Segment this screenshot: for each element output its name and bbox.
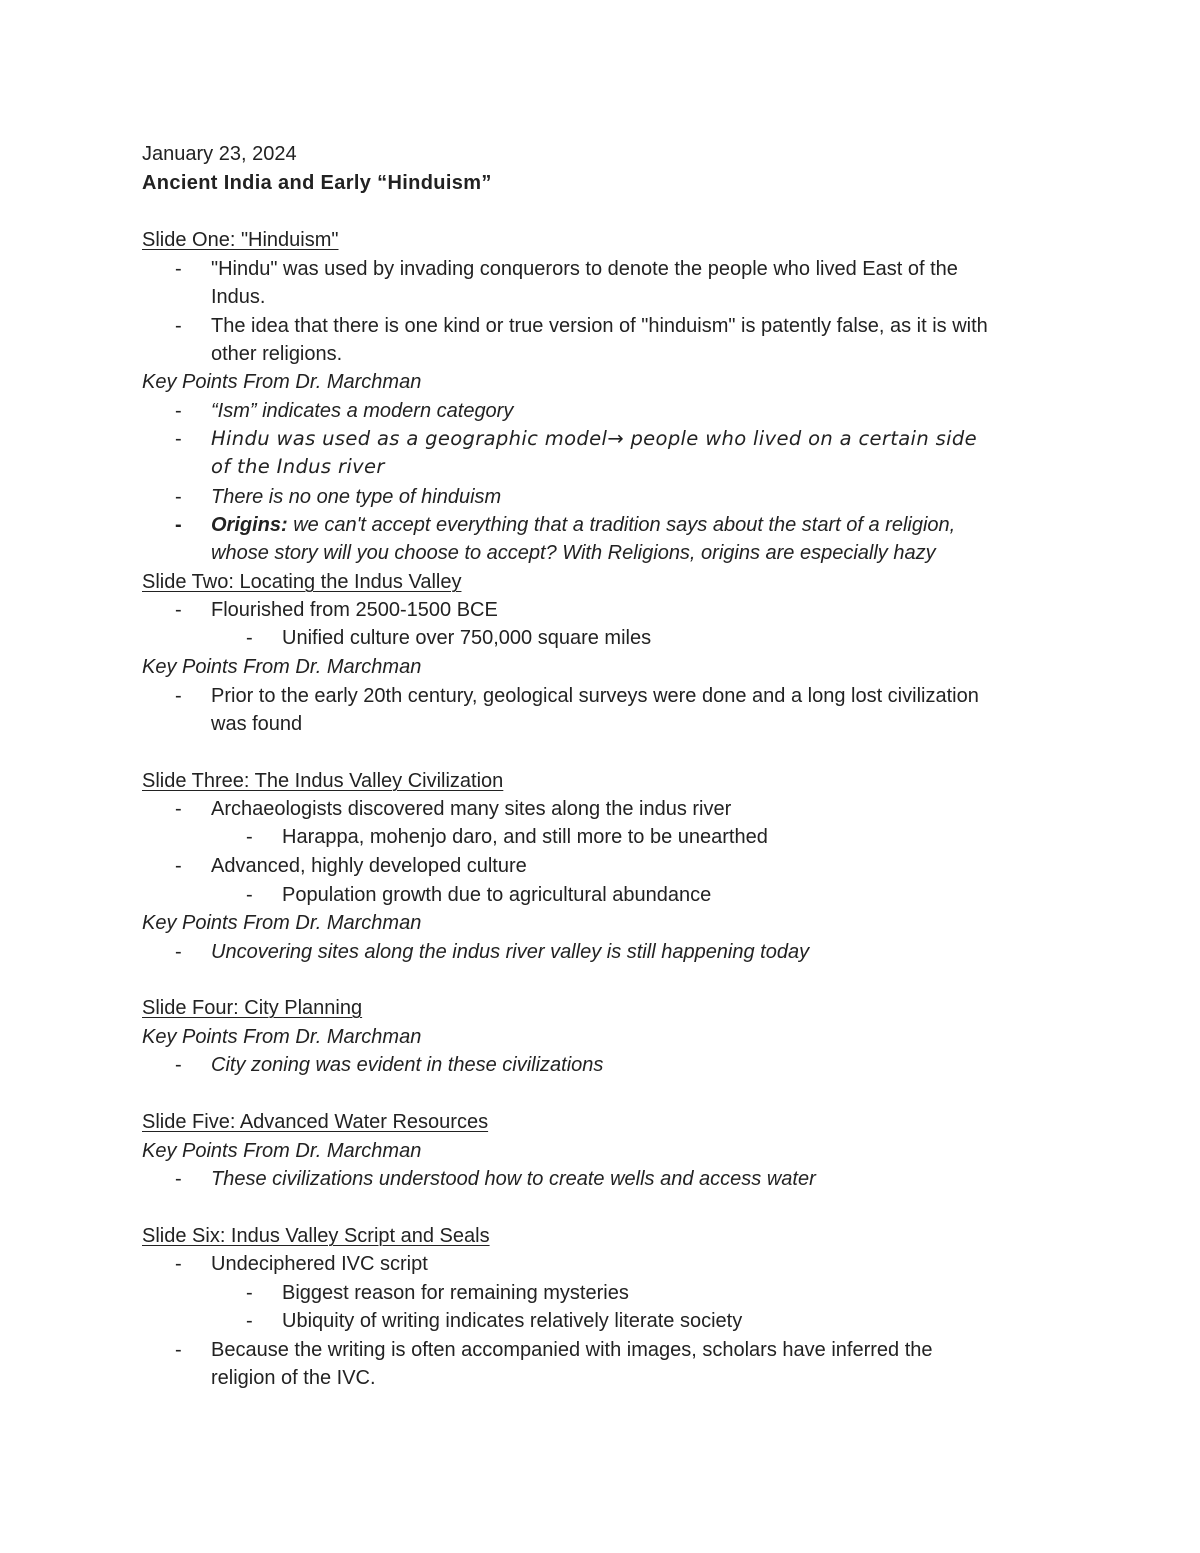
slide-six-bullet-2-line-2: religion of the IVC. [211, 1367, 376, 1389]
bullet-dash: - [246, 826, 253, 848]
slide-one-key-point-4-line-1 [211, 511, 955, 539]
slide-four-key-point-1: City zoning was evident in these civilizations [211, 1054, 604, 1076]
bullet-dash: - [175, 258, 182, 280]
slide-three-sub-bullet-1: Harappa, mohenjo daro, and still more to be unearthed [282, 826, 768, 848]
origins-text: we can't accept everything that a tradition says about the start of a religion, [287, 514, 956, 536]
bullet-dash: - [175, 599, 182, 621]
slide-two-key-point-1-line-2: was found [211, 713, 303, 735]
slide-two-key-point-1-line-1: Prior to the early 20th century, geological surveys were done and a long lost civilization [211, 685, 979, 707]
slide-one-key-point-2-line-1: Hindu was used as a geographic model→ people who lived on a certain side [211, 427, 977, 450]
slide-two-heading: Slide Two: Locating the Indus Valley [142, 571, 462, 593]
bullet-dash: - [175, 941, 182, 963]
bullet-dash: - [175, 514, 182, 536]
slide-six-bullet-2-line-1: Because the writing is often accompanied with images, scholars have inferred the [211, 1339, 933, 1361]
slide-three-key-point-1: Uncovering sites along the indus river valley is still happening today [211, 941, 810, 963]
bullet-dash: - [175, 855, 182, 877]
bullet-dash: - [246, 884, 253, 906]
document-title: Ancient India and Early “Hinduism” [142, 172, 492, 194]
slide-four-heading: Slide Four: City Planning [142, 997, 363, 1019]
slide-one-bullet-2-line-2: other religions. [211, 343, 343, 365]
bullet-dash: - [175, 685, 182, 707]
slide-four-key-points-heading: Key Points From Dr. Marchman [142, 1026, 422, 1048]
slide-five-heading: Slide Five: Advanced Water Resources [142, 1111, 489, 1133]
bullet-dash: - [175, 1054, 182, 1076]
slide-five-key-point-1: These civilizations understood how to create wells and access water [211, 1168, 816, 1190]
bullet-dash: - [175, 315, 182, 337]
slide-two-bullet-1: Flourished from 2500-1500 BCE [211, 599, 498, 621]
bullet-dash: - [246, 1310, 253, 1332]
slide-five-key-points-heading: Key Points From Dr. Marchman [142, 1140, 422, 1162]
slide-one-key-point-4-line-2: whose story will you choose to accept? With Religions, origins are especially hazy [211, 542, 936, 564]
slide-one-key-point-3: There is no one type of hinduism [211, 486, 502, 508]
slide-three-bullet-2: Advanced, highly developed culture [211, 855, 527, 877]
slide-six-bullet-1: Undeciphered IVC script [211, 1253, 428, 1275]
bullet-dash: - [175, 1253, 182, 1275]
slide-one-key-point-2-line-2: of the Indus river [211, 455, 385, 478]
origins-label: Origins: [211, 514, 288, 536]
slide-three-heading: Slide Three: The Indus Valley Civilization [142, 770, 504, 792]
slide-three-sub-bullet-2: Population growth due to agricultural abundance [282, 884, 712, 906]
slide-three-key-points-heading: Key Points From Dr. Marchman [142, 912, 422, 934]
slide-six-heading: Slide Six: Indus Valley Script and Seals [142, 1225, 490, 1247]
bullet-dash: - [175, 428, 182, 450]
bullet-dash: - [175, 486, 182, 508]
document-date: January 23, 2024 [142, 143, 297, 165]
slide-one-key-points-heading: Key Points From Dr. Marchman [142, 371, 422, 393]
slide-six-sub-bullet-1: Biggest reason for remaining mysteries [282, 1282, 629, 1304]
slide-two-key-points-heading: Key Points From Dr. Marchman [142, 656, 422, 678]
slide-two-sub-bullet-1: Unified culture over 750,000 square miles [282, 627, 652, 649]
slide-six-sub-bullet-2: Ubiquity of writing indicates relatively literate society [282, 1310, 743, 1332]
slide-one-key-point-1: “Ism” indicates a modern category [211, 400, 514, 422]
bullet-dash: - [175, 1168, 182, 1190]
bullet-dash: - [175, 400, 182, 422]
bullet-dash: - [175, 1339, 182, 1361]
slide-one-heading: Slide One: "Hinduism" [142, 229, 339, 251]
slide-three-bullet-1: Archaeologists discovered many sites along the indus river [211, 798, 732, 820]
slide-one-bullet-1-line-2: Indus. [211, 286, 266, 308]
bullet-dash: - [175, 798, 182, 820]
slide-one-bullet-2-line-1: The idea that there is one kind or true version of "hinduism" is patently false, as it is with [211, 315, 988, 337]
slide-one-bullet-1-line-1: "Hindu" was used by invading conquerors to denote the people who lived East of the [211, 258, 958, 280]
bullet-dash: - [246, 1282, 253, 1304]
bullet-dash: - [246, 627, 253, 649]
